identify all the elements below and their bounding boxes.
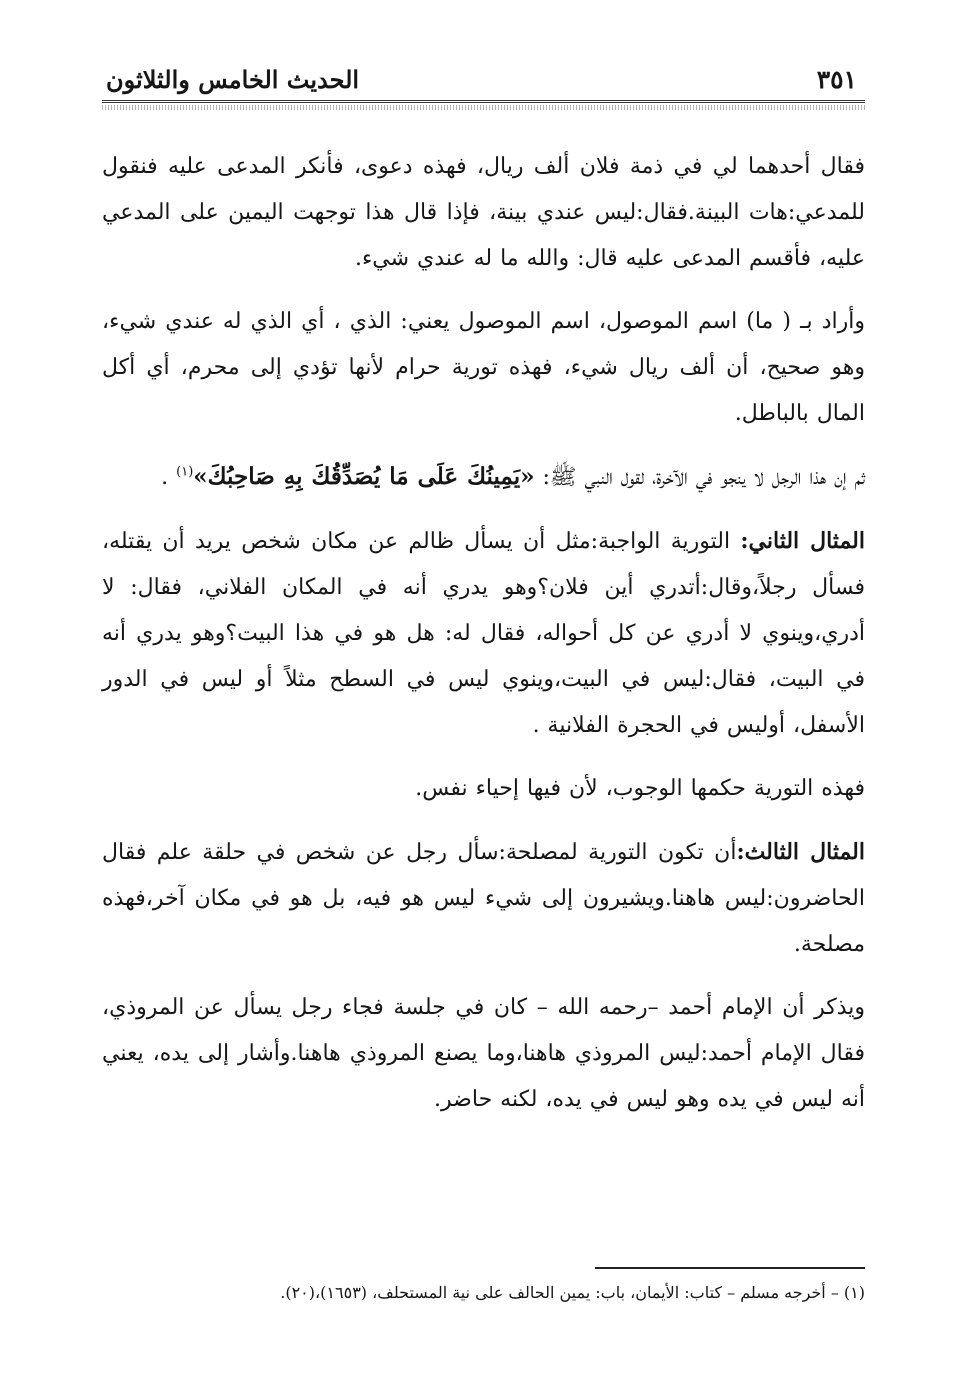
- page-body: [102, 144, 865, 1123]
- running-title: الحديث الخامس والثلاثون: [106, 65, 360, 94]
- example-label: المثال الثاني:: [740, 528, 865, 554]
- paragraph-lead: ثم إن هذا الرجل لا ينجو في الآخرة، لقول النبي ﷺ:: [534, 465, 865, 490]
- example-text: التورية الواجبة:مثل أن يسأل ظالم عن مكان شخص يريد أن يقتله، فسأل رجلاً،وقال:أتدري أين فلان؟وهو يدري أنه في المكان الفلاني، فقال: لا أدري،وينوي لا أدري عن كل أحواله، فقال له: هل هو في هذا البيت؟وهو يدري أنه في البيت، فقال:ليس في البيت،وينوي ليس في السطح مثلاً أو ليس في الدور الأسفل، أوليس في الحجرة الفلانية .: [102, 529, 865, 738]
- paragraph: فهذه التورية حكمها الوجوب، لأن فيها إحياء نفس.: [415, 776, 865, 801]
- paragraph: وأراد بـ ( ما) اسم الموصول، اسم الموصول يعني: الذي ، أي الذي له عندي شيء، وهو صحيح، أن ألف ريال شيء، فهذه تورية حرام لأنها تؤدي إلى محرم، أي أكل المال بالباطل.: [102, 309, 865, 426]
- paragraph: ويذكر أن الإمام أحمد –رحمه الله – كان في جلسة فجاء رجل يسأل عن المروذي، فقال الإمام أحمد:ليس المروذي هاهنا،وما يصنع المروذي هاهنا.وأشار إلى يده، يعني أنه ليس في يده وهو ليس في يده، لكنه حاضر.: [102, 995, 865, 1112]
- footnote: (١) – أخرجه مسلم – كتاب: الأيمان، باب: يمين الحالف على نية المستحلف، (١٦٥٣)،(٢٠).: [280, 1283, 865, 1302]
- example-text: أن تكون التورية لمصلحة:سأل رجل عن شخص في حلقة علم فقال الحاضرون:ليس هاهنا.ويشيرون إلى شيء ليس هو فيه، بل هو في مكان آخر،فهذه مصلحة.: [102, 840, 865, 957]
- header-divider: [102, 100, 865, 103]
- page-number: ٣٥١: [816, 65, 857, 94]
- hadith-quote: «يَمِينُكَ عَلَى مَا يُصَدِّقُكَ بِهِ صَاحِبُكَ»: [193, 463, 535, 490]
- paragraph-hadith: [102, 454, 865, 501]
- paragraph-tail: .: [161, 465, 177, 490]
- paragraph: فقال أحدهما لي في ذمة فلان ألف ريال، فهذه دعوى، فأنكر المدعى عليه فنقول للمدعي:هات البينة.فقال:ليس عندي بينة، فإذا قال هذا توجهت اليمين على المدعي عليه، فأقسم المدعى عليه قال: والله ما له عندي شيء.: [102, 154, 865, 271]
- paragraph-example-three: [102, 829, 865, 968]
- footnote-divider: [595, 1267, 865, 1269]
- page-header: [102, 58, 865, 94]
- paragraph-example-two: [102, 518, 865, 749]
- header-divider-hatch: [102, 105, 865, 110]
- footnote-reference[interactable]: (١): [176, 464, 194, 480]
- example-label: المثال الثالث:: [736, 839, 865, 865]
